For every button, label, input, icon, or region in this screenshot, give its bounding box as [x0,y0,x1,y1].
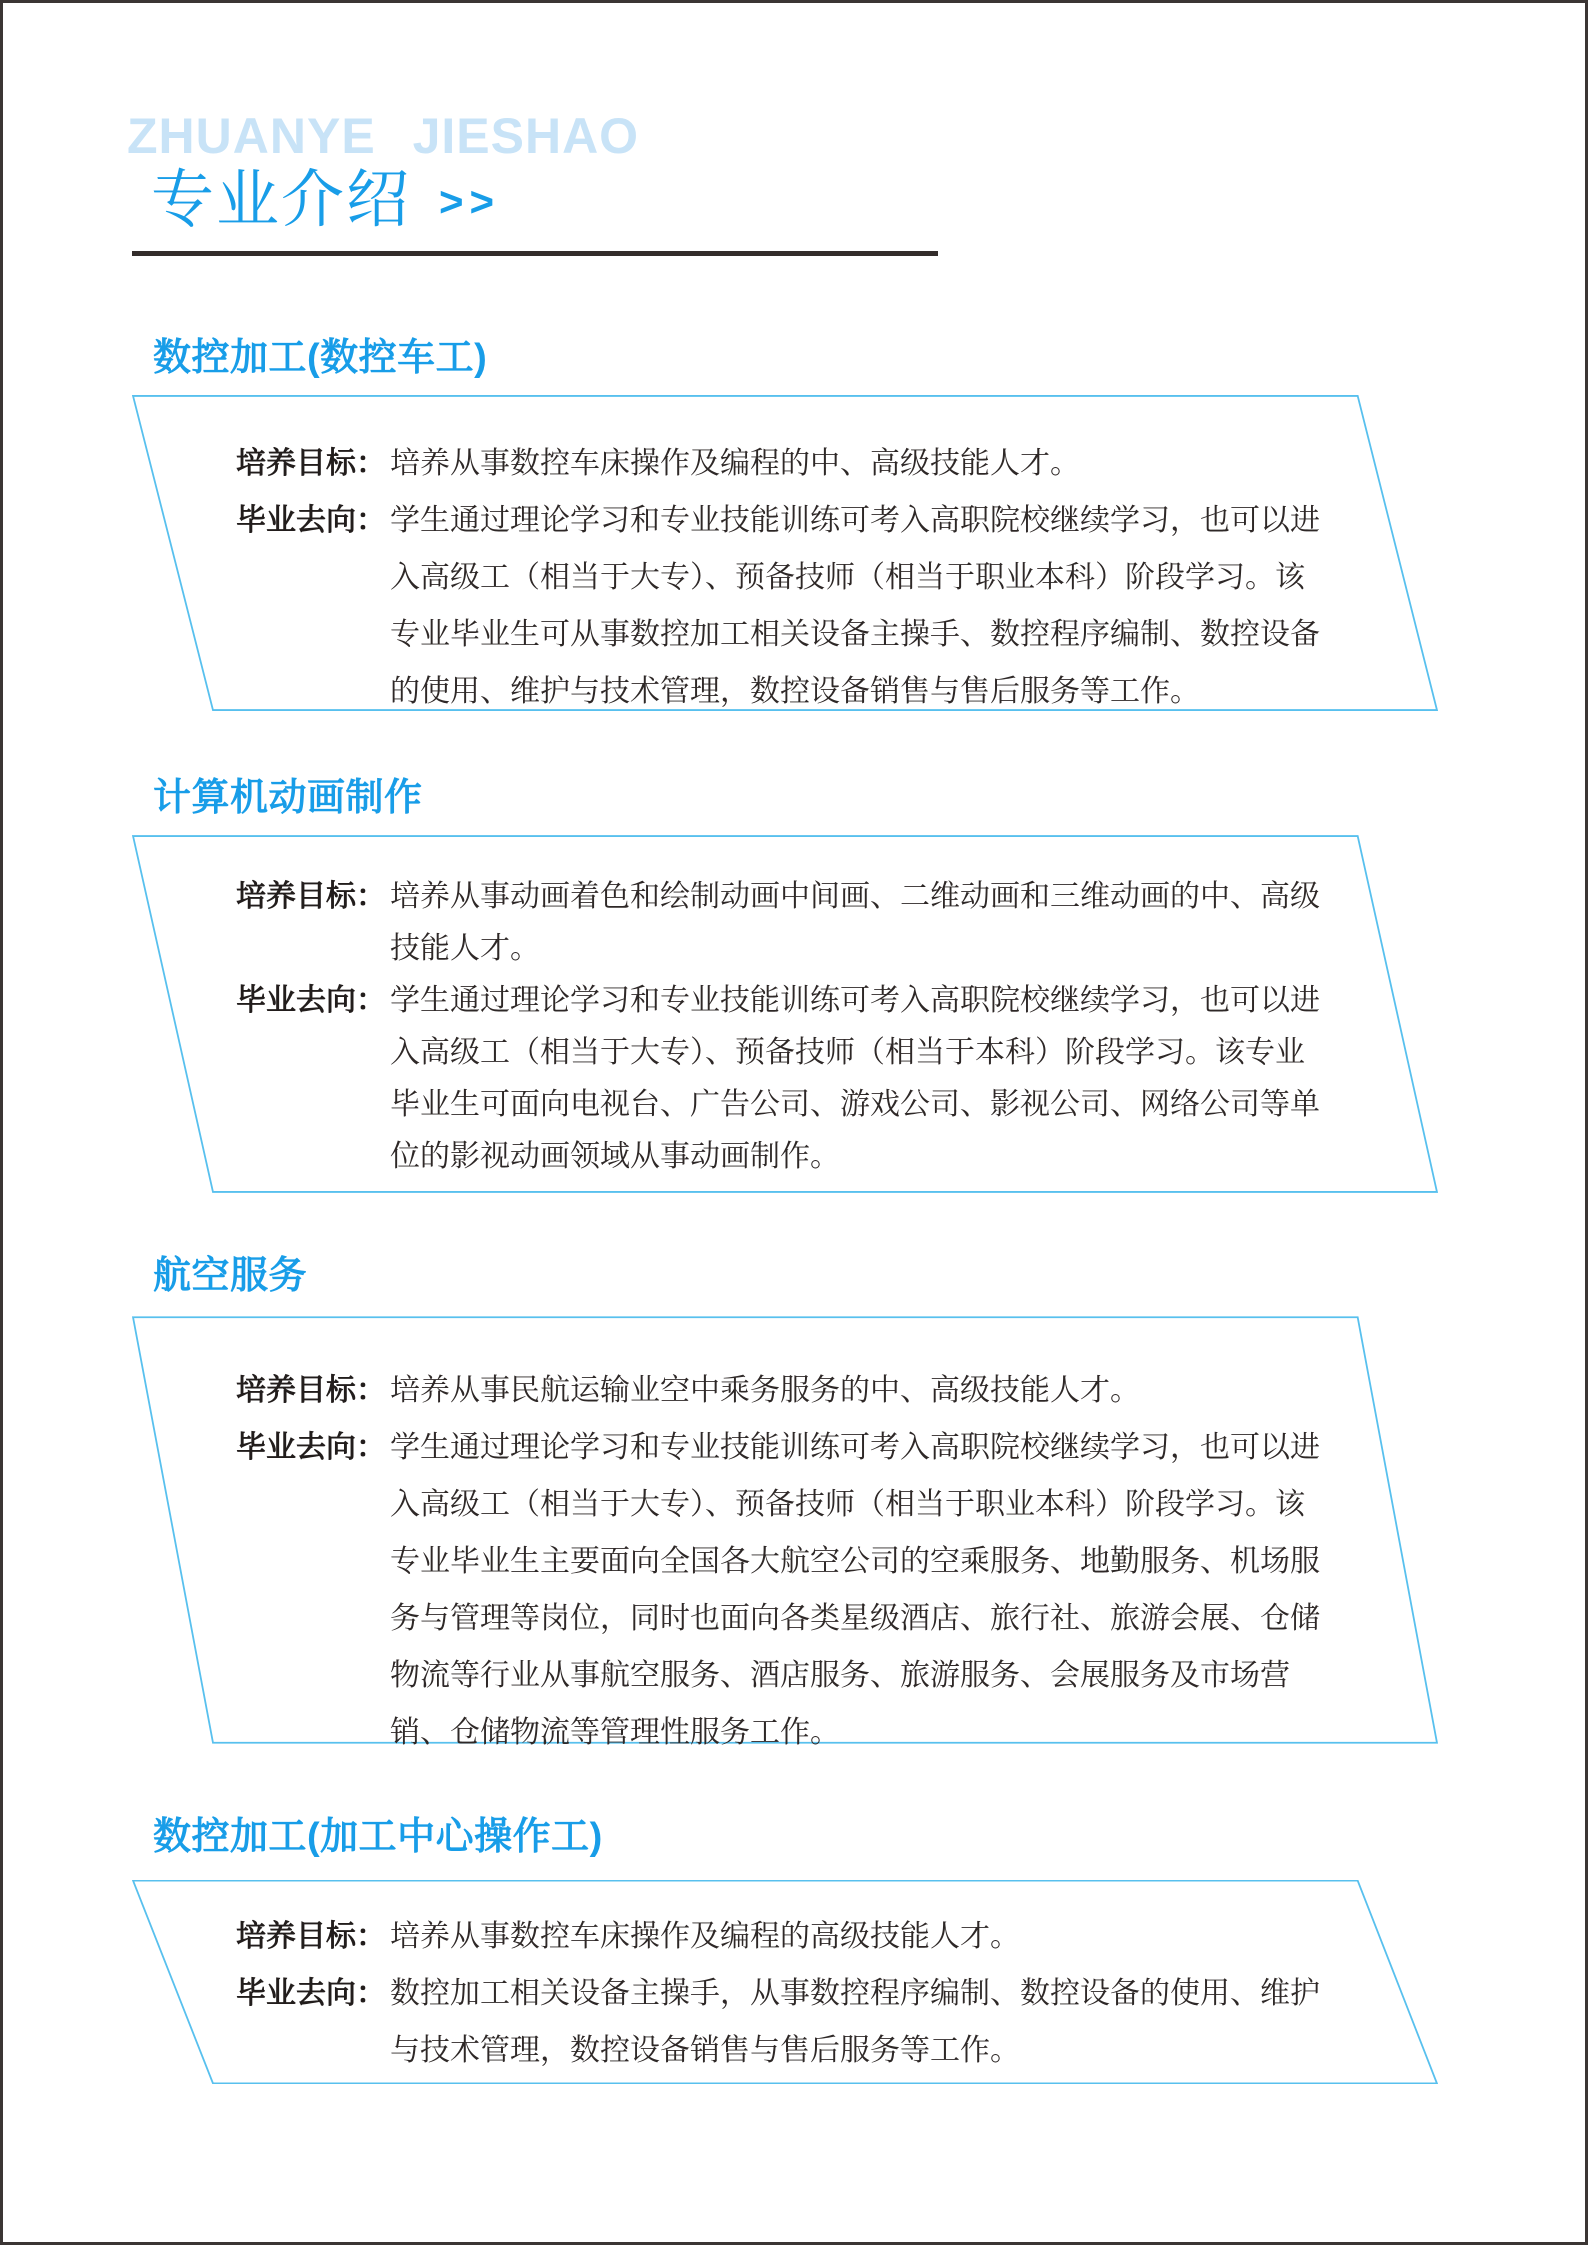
field-value: 培养从事数控车床操作及编程的中、高级技能人才。 [390,447,1080,480]
field-value: 学生通过理论学习和专业技能训练可考入高职院校继续学习，也可以进入高级工（相当于大专）、预备技师（相当于本科）阶段学习。该专业毕业生可面向电视台、广告公司、游戏公司、影视公司、网络公司等单位的影视动画领域从事动画制作。 [390,984,1320,1173]
program-box [132,1880,1438,2084]
field-row [236,492,1326,720]
program-details [236,871,1326,1183]
program-details [236,435,1326,720]
field-row [236,1965,1326,2079]
field-label: 毕业去向： [236,504,386,537]
field-label: 培养目标： [236,880,386,913]
field-label: 培养目标： [236,1920,386,1953]
section-heading: 航空服务 [153,1255,308,1297]
title-underline [132,251,938,256]
page-title: 专业介绍 [151,165,411,235]
field-label: 毕业去向： [236,1977,386,2010]
field-row [236,1908,1326,1965]
field-label: 毕业去向： [236,984,386,1017]
field-row [236,435,1326,492]
field-value: 培养从事数控车床操作及编程的高级技能人才。 [390,1920,1020,1953]
field-label: 培养目标： [236,1374,386,1407]
program-box [132,1316,1438,1749]
section-heading: 计算机动画制作 [153,777,423,819]
program-details [236,1908,1326,2079]
field-value: 数控加工相关设备主操手，从事数控程序编制、数控设备的使用、维护与技术管理，数控设备销售与售后服务等工作。 [390,1977,1320,2067]
section-heading: 数控加工(加工中心操作工) [153,1816,603,1858]
field-row [236,1419,1326,1761]
field-label: 培养目标： [236,447,386,480]
program-box [132,395,1438,711]
field-value: 学生通过理论学习和专业技能训练可考入高职院校继续学习，也可以进入高级工（相当于大专）、预备技师（相当于职业本科）阶段学习。该专业毕业生可从事数控加工相关设备主操手、数控程序编制、数控设备的使用、维护与技术管理，数控设备销售与售后服务等工作。 [390,504,1320,708]
page-title-row [151,165,501,235]
program-box [132,835,1438,1193]
eyebrow-text: ZHUANYE JIESHAO [127,108,640,164]
program-details [236,1362,1326,1761]
field-row [236,871,1326,975]
field-label: 毕业去向： [236,1431,386,1464]
field-row [236,1362,1326,1419]
field-value: 学生通过理论学习和专业技能训练可考入高职院校继续学习，也可以进入高级工（相当于大专）、预备技师（相当于职业本科）阶段学习。该专业毕业生主要面向全国各大航空公司的空乘服务、地勤服务、机场服务与管理等岗位，同时也面向各类星级酒店、旅行社、旅游会展、仓储物流等行业从事航空服务、酒店服务、旅游服务、会展服务及市场营销、仓储物流等管理性服务工作。 [390,1431,1320,1749]
field-value: 培养从事动画着色和绘制动画中间画、二维动画和三维动画的中、高级技能人才。 [390,880,1320,965]
field-value: 培养从事民航运输业空中乘务服务的中、高级技能人才。 [390,1374,1140,1407]
double-chevron-icon: >> [439,178,501,225]
section-heading: 数控加工(数控车工) [153,337,488,379]
field-row [236,975,1326,1183]
